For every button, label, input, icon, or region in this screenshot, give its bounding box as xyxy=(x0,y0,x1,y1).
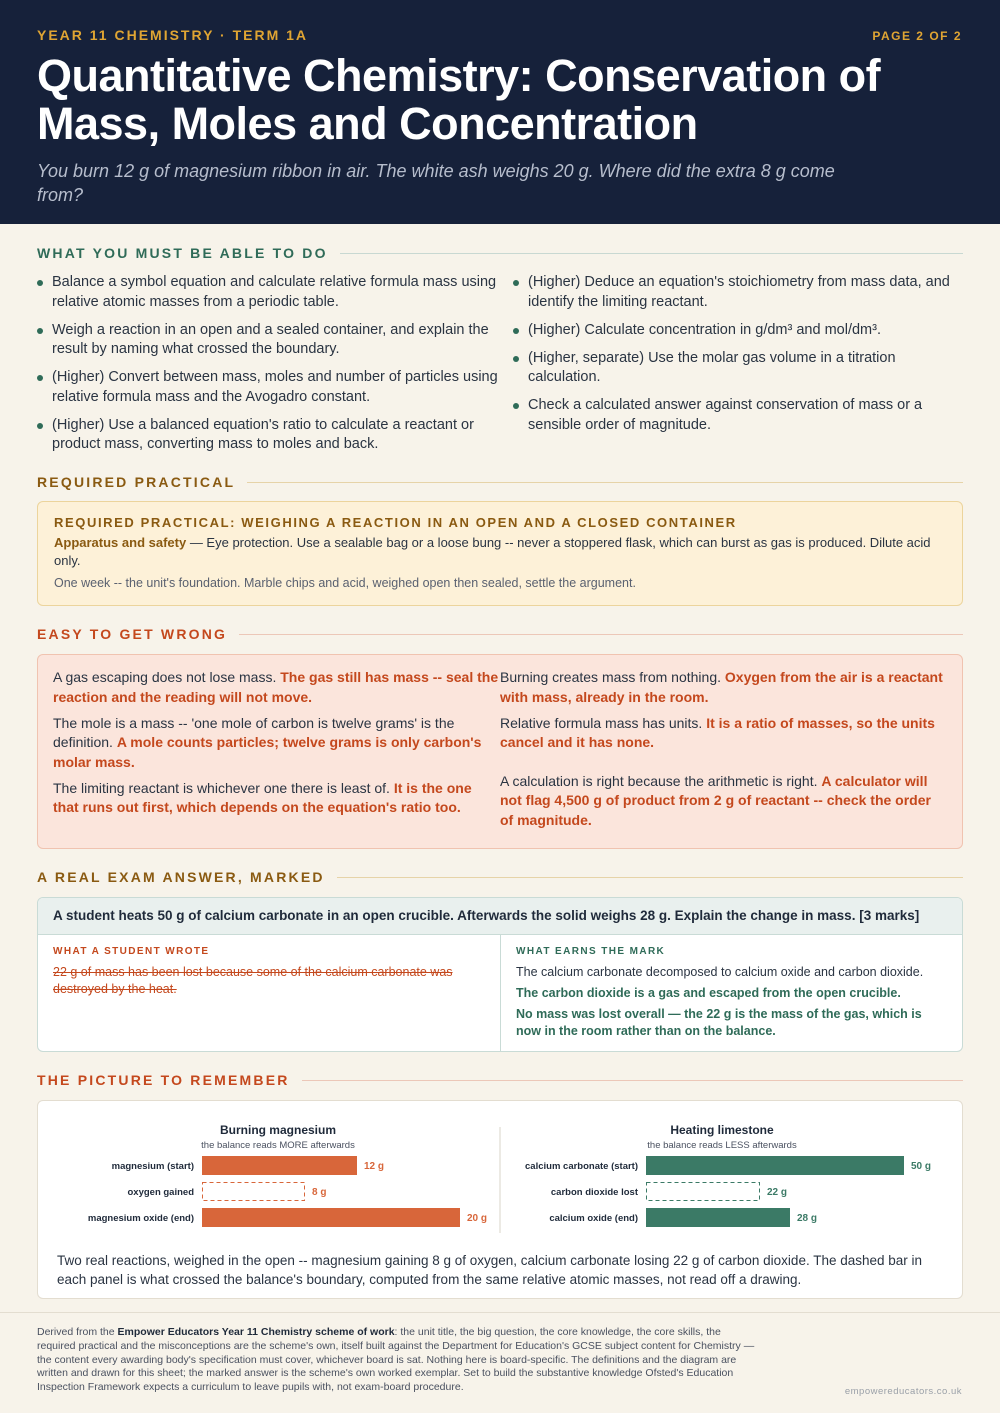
outcomes-heading-label: WHAT YOU MUST BE ABLE TO DO xyxy=(37,245,328,261)
misconception-text: Relative formula mass has units. xyxy=(500,714,707,731)
picture-box xyxy=(37,1100,963,1299)
chart-subtitle: the balance reads LESS afterwards xyxy=(647,1140,797,1151)
exam-answer-box xyxy=(37,897,963,1052)
value-label: 22 g xyxy=(767,1187,788,1198)
misconception-text: A gas escaping does not lose mass. xyxy=(53,669,281,685)
required-practical-box xyxy=(37,501,963,606)
misconceptions-column-2 xyxy=(500,668,947,835)
misconception-text: The limiting reactant is whichever one there is least of. xyxy=(53,779,394,796)
student-answer-panel xyxy=(38,935,501,1052)
chart-title: Heating limestone xyxy=(670,1123,774,1137)
apparatus-label: Apparatus and safety xyxy=(54,535,187,550)
divider xyxy=(247,482,963,483)
picture-caption: Two real reactions, weighed in the open -- magnesium gaining 8 g of oxygen, calcium carbonate losing 22 g of carbon dioxide. The dashed bar in each panel is what crossed the balance's boundary, computed from the same relative atomic masses, not read off a drawing. xyxy=(57,1253,923,1287)
misconceptions-heading xyxy=(37,626,963,642)
chart-title: Burning magnesium xyxy=(219,1123,337,1137)
practical-heading xyxy=(37,474,963,490)
bar xyxy=(202,1156,357,1175)
mark-point: The calcium carbonate decomposed to calcium oxide and carbon dioxide. xyxy=(516,965,924,979)
misconception-text: Burning creates mass from nothing. xyxy=(500,669,725,685)
outcomes-column-2 xyxy=(513,273,963,463)
practical-note: One week -- the unit's foundation. Marble chips and acid, weighed open then sealed, settle the argument. xyxy=(54,576,636,590)
correction-text: A calculator will not flag 4,500 g of product from 2 g of reactant -- check the order of magnitude. xyxy=(500,772,931,828)
value-label: 8 g xyxy=(312,1187,327,1198)
misconceptions-box xyxy=(37,654,963,849)
category-label: carbon dioxide lost xyxy=(550,1187,638,1198)
correction-text: The gas still has mass -- seal the reaction and the reading will not move. xyxy=(53,669,499,705)
mark-scheme-label: WHAT EARNS THE MARK xyxy=(516,946,666,957)
misconception-item xyxy=(53,779,500,818)
picture-heading-label: THE PICTURE TO REMEMBER xyxy=(37,1072,290,1088)
divider xyxy=(337,877,963,878)
value-label: 28 g xyxy=(797,1213,818,1224)
category-label: calcium carbonate (start) xyxy=(525,1161,638,1172)
mark-point: The carbon dioxide is a gas and escaped from the open crucible. xyxy=(516,986,901,1000)
list-item: Balance a symbol equation and calculate relative formula mass using relative atomic masses from a periodic table. xyxy=(37,273,513,312)
outcomes-column-1 xyxy=(37,273,513,463)
correction-text: It is the one that runs out first, which depends on the equation's ratio too. xyxy=(53,779,472,815)
list-item: Weigh a reaction in an open and a sealed container, and explain the result by naming what crossed the boundary. xyxy=(37,321,513,360)
outcomes-list xyxy=(37,273,963,463)
source-note-pre: Derived from the xyxy=(37,1326,118,1338)
outcomes-heading xyxy=(37,245,963,261)
course-kicker: YEAR 11 CHEMISTRY · TERM 1A xyxy=(37,27,309,43)
apparatus-text: — Eye protection. Use a sealable bag or a loose bung -- never a stoppered flask, which can burst as gas is produced. Dilute acid only. xyxy=(54,535,931,568)
misconception-item xyxy=(500,772,947,831)
page-header xyxy=(0,0,1000,224)
misconception-text: The mole is a mass -- 'one mole of carbon is twelve grams' is the definition. xyxy=(53,714,455,750)
list-item: (Higher) Calculate concentration in g/dm³ and mol/dm³. xyxy=(513,321,963,341)
practical-title: REQUIRED PRACTICAL: WEIGHING A REACTION IN AN OPEN AND A CLOSED CONTAINER xyxy=(54,515,737,530)
practical-heading-label: REQUIRED PRACTICAL xyxy=(37,474,236,490)
misconception-item xyxy=(53,668,500,707)
category-label: calcium oxide (end) xyxy=(549,1213,638,1224)
misconceptions-heading-label: EASY TO GET WRONG xyxy=(37,626,228,642)
bar xyxy=(202,1208,460,1227)
list-item: (Higher) Use a balanced equation's ratio to calculate a reactant or product mass, converting mass to moles and back. xyxy=(37,416,513,455)
exam-question: A student heats 50 g of calcium carbonate in an open crucible. Afterwards the solid weighs 28 g. Explain the change in mass. [3 marks] xyxy=(38,898,962,935)
exam-heading-label: A REAL EXAM ANSWER, MARKED xyxy=(37,869,325,885)
list-item: Check a calculated answer against conservation of mass or a sensible order of magnitude. xyxy=(513,396,963,435)
source-name: Empower Educators Year 11 Chemistry scheme of work xyxy=(117,1326,395,1338)
chart-subtitle: the balance reads MORE afterwards xyxy=(201,1140,355,1151)
misconception-text: A calculation is right because the arithmetic is right. xyxy=(500,772,822,789)
bar xyxy=(646,1208,790,1227)
mark-point: No mass was lost overall — the 22 g is the mass of the gas, which is now in the room rather than on the balance. xyxy=(516,1007,922,1038)
page-footer xyxy=(0,1312,1000,1413)
exam-columns xyxy=(38,935,962,1052)
correction-text: A mole counts particles; twelve grams is only carbon's molar mass. xyxy=(53,734,482,770)
list-item: (Higher) Deduce an equation's stoichiometry from mass data, and identify the limiting reactant. xyxy=(513,273,963,312)
value-label: 12 g xyxy=(364,1161,385,1172)
student-answer-text: 22 g of mass has been lost because some of the calcium carbonate was destroyed by the heat. xyxy=(53,965,453,996)
bar-dashed xyxy=(647,1183,760,1201)
value-label: 20 g xyxy=(467,1213,488,1224)
misconception-item xyxy=(500,668,947,707)
misconceptions-column-1 xyxy=(53,668,500,835)
divider xyxy=(239,634,963,635)
exam-heading xyxy=(37,869,963,885)
misconception-item xyxy=(500,714,947,753)
page-number: PAGE 2 OF 2 xyxy=(872,29,962,43)
student-answer-label: WHAT A STUDENT WROTE xyxy=(53,946,210,957)
source-note xyxy=(37,1326,757,1395)
divider xyxy=(302,1080,963,1081)
picture-heading xyxy=(37,1072,963,1088)
category-label: oxygen gained xyxy=(127,1187,194,1198)
list-item: (Higher) Convert between mass, moles and number of particles using relative formula mass and the Avogadro constant. xyxy=(37,368,513,407)
page-title: Quantitative Chemistry: Conservation of Mass, Moles and Concentration xyxy=(37,50,881,149)
bar-dashed xyxy=(203,1183,305,1201)
category-label: magnesium (start) xyxy=(111,1161,194,1172)
mark-scheme-panel xyxy=(501,935,962,1052)
correction-text: Oxygen from the air is a reactant with mass, already in the room. xyxy=(500,669,943,705)
practical-apparatus xyxy=(54,534,946,570)
list-item: (Higher, separate) Use the molar gas volume in a titration calculation. xyxy=(513,349,963,388)
correction-text: It is a ratio of masses, so the units cancel and it has none. xyxy=(500,714,935,750)
big-question: You burn 12 g of magnesium ribbon in air. The white ash weighs 20 g. Where did the extra 8 g come from? xyxy=(37,161,835,205)
misconception-item xyxy=(53,714,500,773)
bar xyxy=(646,1156,904,1175)
website-link[interactable]: empowereducators.co.uk xyxy=(844,1386,962,1397)
value-label: 50 g xyxy=(911,1161,932,1172)
source-note-text: : the unit title, the big question, the core knowledge, the core skills, the required practical and the misconceptions are the scheme's own, itself built against the Department for Education's GCSE subject content for Chemistry — the content every awarding body's specification must cover, whichever board is sat. Nothing here is board-specific. The definitions and the diagram are written and drawn for this sheet; the marked answer is the scheme's own worked exemplar. Set to build the substantive knowledge Ofsted's Education Inspection Framework expects a curriculum to leave pupils with, not exam-board procedure. xyxy=(37,1326,755,1394)
mass-bar-charts xyxy=(38,1101,962,1251)
divider xyxy=(340,253,963,254)
category-label: magnesium oxide (end) xyxy=(87,1213,194,1224)
